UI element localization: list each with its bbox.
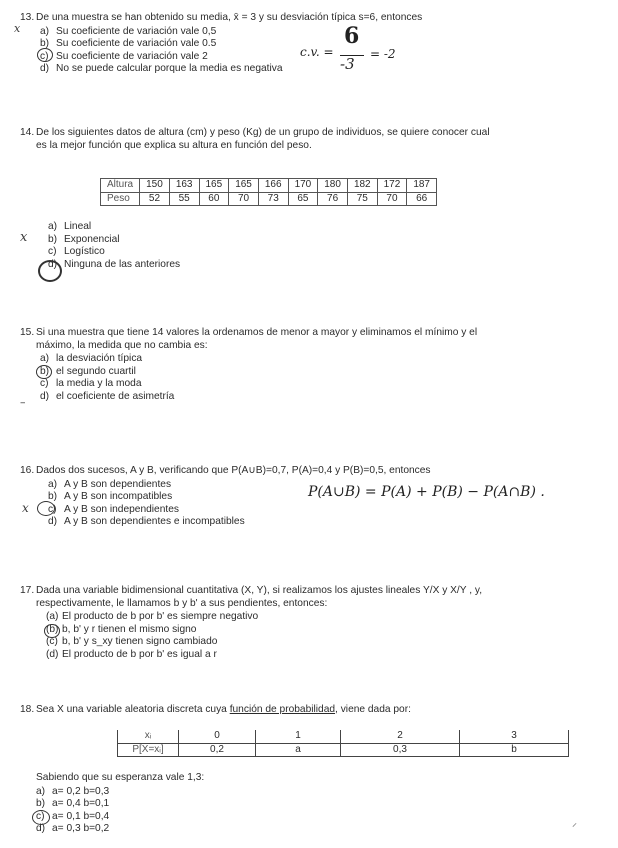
option-text: El producto de b por b' es siempre negativo <box>62 611 259 623</box>
option-text: Su coeficiente de variación vale 0,5 <box>56 25 217 37</box>
option-b <box>48 234 610 247</box>
option-letter: c) <box>36 810 45 822</box>
question-text: De una muestra se han obtenido su media, x̄ = 3 y su desviación típica s=6, entonces <box>36 12 423 23</box>
option-letter: (b) <box>46 623 59 635</box>
question-17 <box>20 585 610 662</box>
table-cell: 150 <box>140 179 170 193</box>
option-d <box>48 259 610 272</box>
option-letter: c) <box>48 503 57 515</box>
answer-circle-icon <box>36 365 52 379</box>
option-letter: d) <box>48 258 58 270</box>
option-text: a= 0,1 b=0,4 <box>52 810 110 822</box>
question-14 <box>20 127 610 152</box>
option-d <box>48 516 610 529</box>
question-number: 13. <box>20 12 35 23</box>
option-text: A y B son dependientes e incompatibles <box>64 516 245 528</box>
option-a <box>48 221 610 234</box>
option-a <box>40 353 610 366</box>
option-text: Logístico <box>64 246 105 258</box>
handwritten-numerator: 6 <box>344 23 360 49</box>
question-16-stem <box>20 465 610 478</box>
option-letter: (c) <box>46 636 58 648</box>
option-letter: a) <box>40 25 50 37</box>
options-list <box>48 221 610 271</box>
question-18-stem <box>20 704 610 717</box>
answer-circle-icon <box>32 810 50 825</box>
table-cell: 170 <box>288 179 318 193</box>
option-c <box>48 504 610 517</box>
option-text: a= 0,3 b=0,2 <box>52 823 110 835</box>
option-text: la media y la moda <box>56 378 142 390</box>
question-text: Si una muestra que tiene 14 valores la ordenamos de menor a mayor y eliminamos el mínimo y el <box>36 327 478 338</box>
option-letter: a) <box>36 785 46 797</box>
table-cell: 76 <box>318 192 348 206</box>
option-c <box>40 378 610 391</box>
probability-table <box>117 730 569 757</box>
table-row <box>118 743 569 757</box>
option-text: Exponencial <box>64 233 120 245</box>
option-text: A y B son independientes <box>64 503 179 515</box>
handwritten-denominator: -3 <box>340 55 355 73</box>
option-a <box>36 786 610 799</box>
option-letter: d) <box>40 63 50 75</box>
table-cell: 66 <box>407 192 437 206</box>
data-table-height-weight <box>100 178 437 206</box>
table-cell: 1 <box>256 730 341 743</box>
question-13-stem <box>20 12 610 25</box>
table-cell: 172 <box>377 179 407 193</box>
table-cell: 70 <box>377 192 407 206</box>
row-header: Altura <box>101 179 140 193</box>
option-a <box>46 611 610 624</box>
table-cell: a <box>256 743 341 757</box>
table-cell: 0,3 <box>341 743 460 757</box>
option-text: b, b' y r tienen el mismo signo <box>62 623 197 635</box>
option-c <box>46 636 610 649</box>
table-cell: 3 <box>460 730 569 743</box>
answer-circle-icon <box>37 48 53 62</box>
table-cell: 60 <box>199 192 229 206</box>
question-13 <box>20 12 610 76</box>
question-18-options <box>20 772 610 836</box>
option-text: Su coeficiente de variación vale 0.5 <box>56 38 217 50</box>
table-cell: 187 <box>407 179 437 193</box>
pencil-mark-icon: ⅹ <box>20 230 28 245</box>
option-letter: d) <box>48 516 58 528</box>
table-cell: 75 <box>347 192 377 206</box>
question-number: 14. <box>20 127 35 138</box>
question-text: De los siguientes datos de altura (cm) y peso (Kg) de un grupo de individuos, se quiere conocer cual <box>36 127 490 138</box>
table-cell: b <box>460 743 569 757</box>
question-number: 17. <box>20 585 35 596</box>
question-14-stem <box>20 127 610 140</box>
question-text-continued: es la mejor función que explica su altura en función del peso. <box>36 139 312 151</box>
option-text: el coeficiente de asimetría <box>56 390 175 402</box>
option-letter: d) <box>36 823 46 835</box>
table-cell: 0 <box>179 730 256 743</box>
table-cell: 180 <box>318 179 348 193</box>
question-text: Sea X una variable aleatoria discreta cuya <box>36 704 230 715</box>
option-text: Su coeficiente de variación vale 2 <box>56 50 208 62</box>
option-letter: (d) <box>46 648 59 660</box>
table-cell: 52 <box>140 192 170 206</box>
answer-circle-icon <box>38 260 62 282</box>
answer-circle-icon <box>44 624 60 638</box>
option-c <box>36 811 610 824</box>
underlined-term: función de probabilidad <box>229 704 336 715</box>
table-cell: 0,2 <box>179 743 256 757</box>
option-text: el segundo cuartil <box>56 365 136 377</box>
stray-mark-icon: ⸝ <box>572 818 577 829</box>
question-text: Dada una variable bidimensional cuantitativa (X, Y), si realizamos los ajustes lineales Y/X y X/Y , y, <box>36 585 483 596</box>
option-letter: (a) <box>46 611 59 623</box>
option-letter: a) <box>48 221 58 232</box>
table-cell: 73 <box>258 192 288 206</box>
handwritten-result: = -2 <box>370 47 396 61</box>
pencil-mark-icon: ⅹ <box>14 22 21 35</box>
option-d <box>36 823 610 836</box>
option-text: b, b' y s_xy tienen signo cambiado <box>62 636 218 648</box>
question-18 <box>20 704 610 717</box>
option-c <box>48 246 610 259</box>
option-text: A y B son incompatibles <box>64 491 173 503</box>
option-b <box>36 798 610 811</box>
table-cell: 65 <box>288 192 318 206</box>
option-letter: d) <box>40 390 50 402</box>
row-header: Peso <box>101 192 140 206</box>
question-17-stem <box>20 585 610 598</box>
option-a <box>40 26 610 39</box>
option-text: a= 0,2 b=0,3 <box>52 785 110 797</box>
row-header: P[X=xᵢ] <box>118 743 179 757</box>
option-b <box>40 366 610 379</box>
option-letter: b) <box>36 798 46 810</box>
option-text: Lineal <box>64 221 92 232</box>
table-cell: 70 <box>229 192 259 206</box>
option-d <box>46 649 610 662</box>
options-list <box>46 611 610 661</box>
options-list <box>40 353 610 403</box>
question-number: 15. <box>20 327 35 338</box>
option-d <box>40 63 610 76</box>
option-b <box>46 624 610 637</box>
option-letter: b) <box>40 365 50 377</box>
question-number: 16. <box>20 465 35 476</box>
pencil-mark-icon: ⅹ <box>22 501 29 515</box>
table-row <box>118 730 569 743</box>
question-text-continued: máximo, la medida que no cambia es: <box>36 339 208 351</box>
question-subtext: Sabiendo que su esperanza vale 1,3: <box>36 772 205 783</box>
answer-circle-icon <box>37 501 55 516</box>
option-text: No se puede calcular porque la media es negativa <box>56 63 283 75</box>
row-header: xᵢ <box>118 730 179 743</box>
handwritten-formula: P(A∪B) = P(A) + P(B) − P(A∩B) . <box>308 484 545 500</box>
option-text: El producto de b por b' es igual a r <box>62 648 217 660</box>
question-14-options <box>20 220 610 271</box>
table-cell: 166 <box>258 179 288 193</box>
question-text: Dados dos sucesos, A y B, verificando que P(A∪B)=0,7, P(A)=0,4 y P(B)=0,5, entonces <box>36 465 431 476</box>
option-letter: c) <box>40 50 49 62</box>
question-number: 18. <box>20 704 35 715</box>
table-cell: 182 <box>347 179 377 193</box>
table-cell: 163 <box>169 179 199 193</box>
option-letter: c) <box>40 378 49 390</box>
option-text: A y B son dependientes <box>64 478 172 490</box>
option-letter: a) <box>48 478 58 490</box>
table-row <box>101 192 437 206</box>
option-letter: b) <box>48 233 58 245</box>
option-letter: b) <box>48 491 58 503</box>
handwritten-cv: c.v. = <box>300 45 334 59</box>
option-text: a= 0,4 b=0,1 <box>52 798 110 810</box>
question-15-stem <box>20 327 610 340</box>
option-letter: b) <box>40 38 50 50</box>
dash-mark-icon: – <box>20 396 26 409</box>
table-cell: 2 <box>341 730 460 743</box>
option-d <box>40 391 610 404</box>
option-letter: c) <box>48 246 57 258</box>
table-cell: 165 <box>229 179 259 193</box>
options-list <box>36 786 610 836</box>
question-text-continued: respectivamente, le llamamos b y b' a sus pendientes, entonces: <box>36 597 328 609</box>
table-cell: 165 <box>199 179 229 193</box>
table-row <box>101 179 437 193</box>
option-text: la desviación típica <box>56 353 143 365</box>
option-letter: a) <box>40 353 50 365</box>
option-text: Ninguna de las anteriores <box>64 258 181 270</box>
question-text-end: , viene dada por: <box>335 704 411 715</box>
question-15 <box>20 327 610 404</box>
table-cell: 55 <box>169 192 199 206</box>
